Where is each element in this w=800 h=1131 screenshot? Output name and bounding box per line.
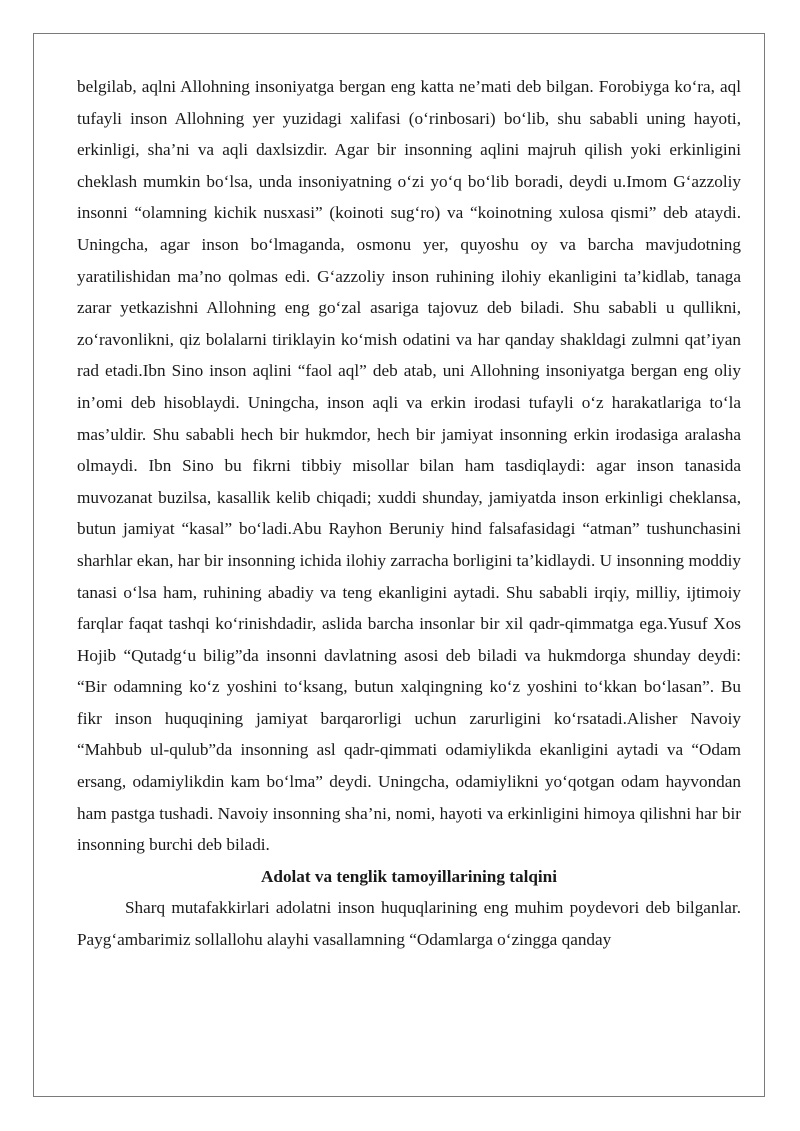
body-paragraph: Sharq mutafakkirlari adolatni inson huquqlarining eng muhim poydevori deb bilganlar. Payg‘ambarimiz sollallohu alayhi vasallamning “Odamlarga o‘zingga qanday bbox=[77, 898, 741, 950]
document-body bbox=[77, 71, 741, 956]
body-paragraph: belgilab, aqlni Allohning insoniyatga bergan eng katta ne’mati deb bilgan. Forobiyga ko‘ra, aql tufayli inson Allohning yer yuzidagi xalifasi (o‘rinbosari) bo‘lib, shu sababli uning hayoti, erkinligi, sha’ni va aqli daxlsizdir. Agar bir insonning aqlini majruh qilish yoki erkinligini cheklash mumkin bo‘lsa, unda insoniyatning o‘zi yo‘q bo‘lib boradi, deydi u.Imom G‘azzoliy insonni “olamning kichik nusxasi” (koinoti sug‘ro) va “koinotning xulosa qismi” deb ataydi. Uningcha, agar inson bo‘lmaganda, osmonu yer, quyoshu oy va barcha mavjudotning yaratilishidan ma’no qolmas edi. G‘azzoliy inson ruhining ilohiy ekanligini ta’kidlab, tanaga zarar yetkazishni Allohning eng go‘zal asariga tajovuz deb biladi. Shu sababli u qullikni, zo‘ravonlikni, qiz bolalarni tiriklayin ko‘mish odatini va har qanday shakldagi zulmni qat’iyan rad etadi.Ibn Sino inson aqlini “faol aql” deb atab, uni Allohning insoniyatga bergan eng oliy in’omi deb hisoblaydi. Uningcha, inson aqli va erkin irodasi tufayli o‘z harakatlariga to‘la mas’uldir. Shu sababli hech bir hukmdor, hech bir jamiyat insonning erkin irodasiga aralasha olmaydi. Ibn Sino bu fikrni tibbiy misollar bilan ham tasdiqlaydi: agar inson tanasida muvozanat buzilsa, kasallik kelib chiqadi; xuddi shunday, jamiyatda inson erkinligi cheklansa, butun jamiyat “kasal” bo‘ladi.Abu Rayhon Beruniy hind falsafasidagi “atman” tushunchasini sharhlar ekan, har bir insonning ichida ilohiy zarracha borligini ta’kidlaydi. U insonning moddiy tanasi o‘lsa ham, ruhining abadiy va teng ekanligini aytadi. Shu sababli irqiy, milliy, ijtimoiy farqlar faqat tashqi ko‘rinishdadir, aslida barcha insonlar bir xil qadr-qimmatga ega.Yusuf Xos Hojib “Qutadg‘u bilig”da insonni davlatning asosi deb biladi va hukmdorga shunday deydi: “Bir odamning ko‘z yoshini to‘ksang, butun xalqingning ko‘z yoshini to‘kkan bo‘lasan”. Bu fikr inson huquqining jamiyat barqarorligi uchun zarurligini ko‘rsatadi.Alisher Navoiy “Mahbub ul-qulub”da insonning asl qadr-qimmati odamiylikda ekanligini aytadi va “Odam ersang, odamiylikdin kam bo‘lma” deydi. Uningcha, odamiylikni yo‘qotgan odam hayvondan ham pastga tushadi. Navoiy insonning sha’ni, nomi, hayoti va erkinligini himoya qilishni har bir insonning burchi deb biladi. bbox=[77, 77, 741, 855]
section-heading: Adolat va tenglik tamoyillarining talqini bbox=[260, 866, 558, 886]
